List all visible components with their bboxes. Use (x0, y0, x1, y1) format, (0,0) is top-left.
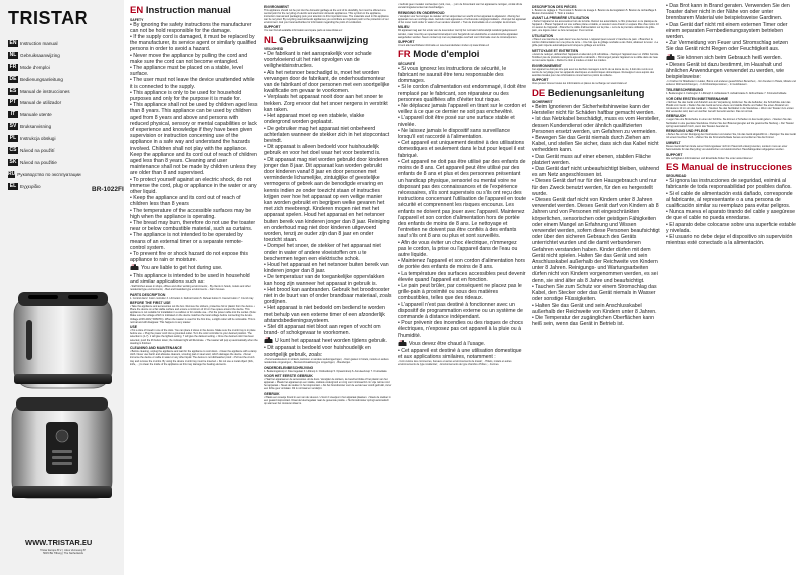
language-item-cs (8, 146, 80, 155)
safety-paragraph: • Het apparaat is niet bedoeld om bediend te worden met behulp van een externe timer of een afzonderlijk afstandsbedieningssysteem. (264, 305, 385, 324)
safety-paragraph: • El aparato debe colocarse sobre una superficie estable y nivelada. (666, 221, 796, 234)
subheading: MILIEU (398, 25, 410, 30)
safety-paragraph: • Bewegen Sie das Gerät niemals durch Ziehen am Kabel, und stellen Sie sicher, dass sich das Kabel nicht verheddern kann. (532, 135, 659, 154)
subheading: ENVIRONNEMENT (532, 63, 562, 68)
language-code: RU (8, 170, 16, 177)
detail-paragraph: - In Küchen für Mitarbeiter in Läden, Büros und anderen gewerblichen Bereichen; - Von Kunden in Hotels, Motels und anderen Wohneinrichtungen; - In Frühstückspensionen; - In Gutshäusern. (666, 80, 796, 87)
model-number: BR-1022FI (92, 186, 124, 193)
safety-paragraph: • Si vous ignorez les instructions de sécurité, le fabricant ne saurait être tenu responsable des dommages. (398, 65, 507, 85)
language-code: PL (9, 135, 17, 142)
language-code: ES (9, 87, 17, 94)
language-code: EN (9, 40, 17, 47)
heading-title: Bedienungsanleitung (545, 87, 645, 99)
language-code: FR (9, 63, 17, 70)
safety-paragraph: • Dit apparaat is bedoeld voor huishoudelijk en soortgelijk gebruik, zoals: (264, 345, 371, 358)
safety-paragraph: • Dieses Gerät darf nicht von Kindern unter 8 Jahren verwendet werden. Dieses Gerät darf von Kindern ab 8 Jahren und von Personen mit eingeschränkten körperlichen, sensorischen oder geistigen Fähigkeiten oder einem Mangel an Erfahrung und Wissen verwendet werden, sofern diese Personen beaufsichtigt oder über den sicheren Gebrauch des Geräts unterrichtet wurden und die damit verbundenen Gefahren verstanden haben. Kinder dürfen mit dem Gerät nicht spielen. Halten Sie das Gerät und sein Anschlusskabel außerhalb der Reichweite von Kindern unter 8 Jahren. Reinigungs- und Wartungsarbeiten dürfen nicht von Kindern vorgenommen werden, es sei denn, sie sind älter als 8 Jahre und beaufsichtigt. (532, 197, 660, 284)
subheading: SUPPORT (666, 152, 683, 157)
safety-paragraph: • Never move the appliance by pulling the cord and make sure the cord can not become entangled. (130, 52, 248, 65)
detail-paragraph: Vous pouvez trouver toutes les informations et pièces de rechange sur www.tristar.eu! (532, 82, 627, 86)
detail-paragraph: - Coin cuisine des commerces, bureaux et autres environnements de travail ; - Hôtels, motels et autres environnements de type résidentiel ; - Environnements de type chambre d'hôtes ; - Fermes. (398, 360, 512, 367)
language-list (8, 39, 80, 193)
safety-paragraph: • The bread may burn, therefore do not use the toaster near or below combustible material, such as curtains. (130, 220, 256, 233)
subheading: CLEANING AND MAINTENANCE (130, 346, 182, 351)
safety-paragraph: • The temperature of the accessible surfaces may be high when the appliance is operating. (130, 207, 252, 220)
hot-surface-warning-icon (398, 340, 407, 347)
safety-paragraph: • De temperatuur van de toegankelijke oppervlakken kan hoog zijn wanneer het apparaat in gebruik is. (264, 274, 385, 287)
language-item-pl (8, 134, 80, 143)
subheading: SÉCURITÉ (398, 61, 416, 66)
safety-paragraph: • Ne laissez jamais le dispositif sans surveillance lorsqu'il est raccordé à l'alimentation. (398, 127, 510, 141)
subheading: UMWELT (666, 140, 681, 145)
hot-surface-warning (130, 264, 258, 271)
warning-text: You are liable to get hot during use. (141, 265, 223, 272)
language-code: PT (9, 99, 17, 106)
language-name: Руководство по эксплуатации (17, 171, 81, 177)
safety-paragraph: • De gebruiker mag het apparaat niet onbeheerd achterlaten wanneer de stekker zich in het stopcontact bevindt. (264, 125, 390, 144)
language-code: DE (532, 87, 546, 99)
warning-text: Vous devez être chaud à l'usage. (409, 340, 486, 347)
detail-paragraph: • Nehmen Sie das Gerät und Zubehör aus der Verpackung. Entfernen Sie die Aufkleber, die Schutzfolie oder das Plastik vom Gerät. • Stellen Sie das Gerät auf eine ebene und stabile Fläche und halten Sie einen Abstand von mindestens 10 cm um das Gerät ein. • Stecken Sie das Netzkabel in die Steckdose. • Wenn der Toaster zum ersten Mal verwendet wird, kann ein leichter Geruch bemerkt werden. Das ist normal. (666, 100, 794, 113)
safety-paragraph: • This appliance shall not be used by children aged less than 8 years. This appliance can be used by children aged from 8 years and above and persons with reduced physical, sensory or mental capabilities or lack of experience and knowledge if they have been given supervision or instruction concerning use of the appliance in a safe way and understand the hazards involved. Children shall not play with the appliance. Keep the appliance and its cord out of reach of children aged less than 8 years. Cleaning and user maintenance shall not be made by children unless they are older than 8 and supervised. (130, 102, 258, 177)
subheading: ENVIRONMENT (264, 4, 290, 9)
hot-surface-warning (398, 340, 526, 347)
safety-paragraph: • Dit apparaat mag niet worden gebruikt door kinderen jonger dan 8 jaar. Dit apparaat kan worden gebruikt door kinderen vanaf 8 jaar en door personen met verminderde lichamelijke, zintuiglijke of geestelijke vermogens of gebrek aan de benodigde ervaring en kennis indien ze onder toezicht staan of instructies krijgen over hoe het apparaat op een veilige manier kan worden gebruikt en begrijpen welke gevaren het met zich meebrengt. Kinderen mogen niet met het apparaat spelen. Houd het apparaat en het netsnoer buiten bereik van kinderen jonger dan 8 jaar. Reiniging en onderhoud mag niet door kinderen uitgevoerd worden, tenzij ze ouder zijn dan 8 jaar en onder toezicht staan. (264, 156, 390, 244)
safety-paragraph: • This appliance is intended to be used in household and similar applications such as: (130, 272, 250, 285)
language-name: Návod na použitie (20, 159, 57, 165)
footer-address: Tristar Europe B.V. | Jules Verneweg 87 5015 BH Tilburg | The Netherlands (40, 549, 86, 556)
language-name: Bruksanvisning (20, 124, 52, 130)
detail-paragraph: This appliance should not be put into the domestic garbage at the end of its durability, but must be offered at a central point for the recycling of electric and electronic domestic appliances. This symbol on the appliance, instruction manual and packaging puts your attention to this important issue. The materials used in this appliance can be recycled. By recycling used domestic appliances you contribute an important push to the protection of our environment. Ask your local authorities for information regarding the point of recollection. (264, 8, 389, 24)
detail-paragraph: • Avant de nettoyer, débranchez l'appareil et attendez qu'il refroidisse. • Nettoyez l'appareil avec un chiffon humide. N'utilisez pas de produits nettoyants agressifs et abrasifs. • N'immergez jamais l'appareil ou le câble dans de l'eau ou tout autre liquide. • Retirez le tiroir à miettes et videz les miettes. (532, 52, 659, 63)
detail-paragraph: • Put a slice of bread in one of the slots. You can place 2 slices in the device. Make sure the crumb tray is in place before use. • Plug the power cord into a grounded outlet. Turn the color controller to your desired position. The selection is (1-7). 1 will give the lightest setting, 7 will give the darkest setting. • Once the desired color has been selected, push the lift button down; the indicator light will illuminate. • The toaster will pop up automatically when the toasting is finished. (130, 329, 258, 345)
safety-paragraph: • Ist das Netzkabel beschädigt, muss es vom Hersteller, dessen Kundendienst oder ähnlich qualifizierten Personen ersetzt werden, um Gefahren zu vermeiden. (532, 116, 660, 135)
subheading: TEILEBESCHREIBUNG (666, 88, 704, 92)
section-heading-en (130, 5, 258, 16)
safety-paragraph: • Si ignora las instrucciones de seguridad, eximirá al fabricante de toda responsabilidad por posibles daños. (666, 178, 792, 191)
safety-paragraph: • Cet appareil est uniquement destiné à des utilisations domestiques et seulement dans le but pour lequel il est fabriqué. (398, 140, 525, 159)
safety-paragraph: • L'appareil n'est pas destiné à fonctionner avec un dispositif de programmation externe ou un système de commande à distance indépendant. (398, 301, 523, 320)
heading-title: Instruction manual (143, 5, 231, 16)
language-name: Gebruiksaanwijzing (20, 52, 60, 58)
safety-paragraph: • Si le cordon d'alimentation est endommagé, il doit être remplacé par le fabricant, son réparateur ou des personnes qualifiées afin d'éviter tout risque. (398, 84, 526, 103)
detail-paragraph: • Plaats een sneetje brood in een van de sleuven. U kunt 2 sneetjes in het apparaat plaatsen. • Steek de stekker in een geaard stopcontact. Draai de kleurregelaar naar de gewenste positie. • Het broodrooster springt automatisch op wanneer het roosteren klaar is. (264, 396, 391, 406)
detail-paragraph: • Before cleaning, unplug the appliance and wait for the appliance to cool down. • Clean the appliance with a damp cloth. Never use harsh and abrasive cleaners, scouring pad or steel wool, which damages the device. • Never immerse the device or cable in water or any other liquid. The device is not dishwasher proof. • Pull out the crumb tray and remove the crumbs. By using the device crumb tray must be inserted. • Do not use a metal object (fork, knife, ...) to clean the inside of the appliance as this may damage the heating elements. (130, 350, 257, 366)
column-4 (532, 3, 660, 327)
safety-paragraph: • Het apparaat moet op een stabiele, vlakke ondergrond worden geplaatst. (264, 113, 365, 126)
subheading: VOOR HET EERSTE GEBRUIK (264, 374, 313, 379)
language-item-ru (8, 170, 80, 179)
language-code: EN (130, 5, 144, 16)
language-item-de (8, 75, 80, 84)
hot-surface-warning-icon (666, 54, 675, 61)
language-item-es (8, 87, 80, 96)
subheading: ONDERDELENBESCHRIJVING (264, 365, 314, 370)
column-1 (130, 3, 258, 366)
detail-paragraph: • Legen Sie eine Brotscheibe in einen der Schlitze. Sie können 2 Scheiben in das Gerät geben. • Stecken Sie das Netzkabel in eine geerdete Steckdose. Drehen Sie den Bräunungsregler auf die gewünschte Stellung. • Der Toaster springt automatisch hoch, wenn das Toasten beendet ist. (666, 118, 794, 128)
language-code: SV (9, 123, 17, 130)
language-code: ES (666, 161, 679, 173)
safety-paragraph: • Le pain peut brûler, par conséquent ne placez pas le grille-pain à proximité ou sous des matières combustibles, telles que des rideaux. (398, 282, 522, 302)
safety-paragraph: • Cet appareil est destiné à une utilisation domestique et aux applications similaires, notamment : (398, 347, 522, 361)
language-code: NL (9, 51, 17, 58)
toaster-image (6, 290, 121, 510)
cover-panel (0, 0, 124, 575)
language-item-pt (8, 98, 80, 107)
safety-paragraph: • Das Brot kann in Brand geraten. Verwenden Sie den Toaster daher nicht in der Nähe von oder unter brennbarem Material wie beispielsweise Gardinen. (666, 3, 790, 22)
safety-paragraph: • Beim Ignorieren der Sicherheitshinweise kann der Hersteller nicht für Schäden haftbar gemacht werden. (532, 104, 655, 117)
safety-paragraph: • Dieses Gerät ist dazu bestimmt, im Haushalt und ähnlichen Anwendungen verwendet zu werden, wie beispielsweise: (666, 61, 784, 81)
detail-paragraph: Alle verfügbaren Informationen und Ersatzteile finden Sie unter www.tristar.eu! (666, 156, 753, 160)
safety-paragraph: • Keep the appliance and its cord out of reach of children less than 8 years (130, 195, 241, 208)
subheading: SUPPORT (532, 78, 549, 83)
detail-paragraph: • Take the appliance and accessories out the box. Remove the stickers, protective foil or plastic from the device. • Place the device on a flat stable surface and ensure a minimum of 10 cm free space around the device. This appliance is not suitable for installation in a cabinet or for outside use. • Put the power cable into the socket. (Note: Make sure the voltage which is indicated on the device matches the local voltage before connecting the device. Voltage 220V-240V, 50/60Hz) • When the toaster is used for the first time, a slight odour will be noticeable. This is normal and will disappear. This happens to any toaster. (130, 305, 257, 324)
language-name: Instrukcja obsługi (20, 136, 56, 142)
detail-paragraph: 1. Bouton de réglage 2. Thermostat 3. Bouton de levage 4. Bouton de décongélation 5. Bouton de réchauffage 6. Bouton d'annulation 7. Tiroir à miettes (532, 8, 657, 15)
detail-paragraph: 1. Control dial 2. Color controller 3. Lift button 4. Defrost button 5. Reheat button 6. Cancel button 7. Crumb tray (130, 296, 254, 300)
language-item-sv (8, 122, 80, 131)
detail-paragraph: - Personeelskeukens in winkels, kantoren en andere werkomgevingen; - Door gasten in hotels, motels en andere residentiële omgevingen; - Bed-and-breakfast-type omgevingen; - Boerderijen. (264, 357, 389, 364)
safety-paragraph: • Nunca mueva el aparato tirando del cable y asegúrese de que el cable no pueda enredarse. (666, 209, 795, 222)
language-item-en (8, 39, 80, 48)
safety-paragraph: • Maintenez l'appareil et son cordon d'alimentation hors de portée des enfants de moins de 8 ans. (398, 258, 525, 271)
language-code: NL (264, 34, 277, 46)
safety-paragraph: • If the supply cord is damaged, it must be replaced by the manufacturer, its service agent or similarly qualified persons in order to avoid a hazard. (130, 33, 257, 53)
safety-paragraph: • El usuario no debe dejar el dispositivo sin supervisión mientras esté conectado a la alimentación. (666, 234, 793, 247)
subheading: BEFORE THE FIRST USE (130, 301, 171, 306)
subheading: SICHERHEIT (532, 100, 553, 104)
safety-paragraph: • Halten Sie das Gerät und sein Anschlusskabel außerhalb der Reichweite von Kindern unter 8 Jahren. (532, 302, 657, 315)
section-heading-fr (398, 49, 526, 60)
subheading: DESCRIPTION DES PIÈCES (532, 4, 577, 9)
detail-paragraph: • Placez une tranche de pain dans l'une des fentes. L'appareil peut recevoir 2 tranches de pain. • Branchez le cordon d'alimentation sur une prise de terre. • Une fois que le grillage souhaité a été choisi, abaissez le levier. • Le grille-pain s'éjecte automatiquement lorsque le grillage est terminé. (532, 38, 659, 48)
safety-paragraph: • Dompel het snoer, de stekker of het apparaat niet onder in water of andere vloeistoffen om u te beschermen tegen een elektrische schok. (264, 243, 381, 262)
subheading: GEBRAUCH (666, 114, 686, 119)
hot-surface-warning-icon (130, 264, 139, 271)
subheading: AVANT LA PREMIÈRE UTILISATION (532, 16, 590, 21)
safety-paragraph: • Dieses Gerät darf nur für den Hausgebrauch und nur für den Zweck benutzt werden, für den es hergestellt wurde. (532, 178, 657, 197)
detail-paragraph: Cet appareil ne doit pas être jeté avec les déchets ménagers à la fin de sa durée de vie, il doit être remis à un centre de recyclage pour les appareils électriques et électroniques domestiques. Renseignez-vous auprès des autorités locales pour des informations concernant les points de collecte. (532, 67, 655, 77)
hot-surface-warning (666, 54, 796, 61)
section-heading-es (666, 162, 796, 173)
detail-paragraph: • Gebruik geen metalen voorwerpen (vork, mes, ...) om de binnenkant van het apparaat te reinigen, omdat dit de verwarmingselementen kan beschadigen. (398, 3, 523, 10)
detail-paragraph: Dieses Gerät darf am Ende seiner Nutzungsdauer nicht im Hausmüll entsorgt werden, sondern muss an einer Sammelstelle für das Recycling von elektrischen und elektronischen Haushaltsgeräten abgegeben werden. (666, 144, 788, 152)
subheading: USE (130, 325, 137, 330)
language-item-el (8, 182, 80, 191)
detail-paragraph: • Haal het apparaat en de accessoires uit de doos. Verwijder de stickers, de beschermfolie of het plastic van het apparaat. • Plaats het apparaat op een vlakke, stabiele ondergrond en zorg voor minimaal 10 cm vrije ruimte rond het apparaat. • Steek de stekker in het stopcontact. • Als het broodrooster voor de eerste keer wordt gebruikt, zal er een lichte geur ontstaan. Dit is normaal en verdwijnt. (264, 378, 392, 391)
language-name: Manuale utente (20, 112, 52, 118)
safety-paragraph: • Cet appareil ne doit pas être utilisé par des enfants de moins de 8 ans. Cet appareil peut être utilisé par des enfants de 8 ans et plus et des personnes présentant un handicap physique, sensoriel ou mental voire ne disposant pas des connaissances et de l'expérience nécessaires, s'ils sont supervisés ou s'ils ont reçu des instructions concernant l'utilisation de l'appareil en toute sécurité et comprennent les risques encourus. Les enfants ne doivent pas jouer avec l'appareil. Maintenez l'appareil et son cordon d'alimentation hors de portée des enfants de moins de 8 ans. Le nettoyage et l'entretien ne doivent pas être confiés à des enfants sauf s'ils ont 8 ans ou plus et sont surveillés. (398, 158, 526, 240)
detail-paragraph: • Ziehen Sie vor der Reinigung den Netzstecker und warten Sie, bis das Gerät abgekühlt ist. • Reinigen Sie das Gerät mit einem feuchten Tuch. • Ziehen Sie die Krümelschublade heraus und entfernen Sie die Krümel. (666, 133, 796, 140)
detail-paragraph: 1. Bedienregler 2. Farbregler 3. Liftknopf 4. Auftautaste 5. Aufwärmtaste 6. Abbruchtaste 7. Krümelschublade (666, 92, 787, 95)
subheading: SUPPORT (264, 25, 281, 30)
language-name: Manual de instrucciones (20, 88, 70, 94)
language-code: DE (9, 75, 17, 82)
language-item-sk (8, 158, 80, 167)
subheading: REINIGING EN ONDERHOUD (398, 10, 445, 15)
safety-paragraph: • Stel dit apparaat niet bloot aan regen of vocht om brand- of schokgevaar te voorkomen. (264, 324, 381, 337)
safety-paragraph: • Als het netsnoer beschadigd is, moet het worden vervangen door de fabrikant, de onderhoudsmonteur van de fabrikant of door personen met een soortgelijke kwalificatie om gevaar te voorkomen. (264, 69, 390, 95)
language-code: CS (9, 146, 17, 153)
safety-paragraph: • Ne déplacez jamais l'appareil en tirant sur le cordon et veillez à ce que ce dernier ne soit pas enchevêtré. (398, 103, 526, 116)
language-name: Instruction manual (20, 41, 58, 47)
hot-surface-warning-icon (264, 337, 273, 344)
toaster-illustration (6, 290, 121, 510)
safety-paragraph: • Das Gerät darf nicht unbeaufsichtigt bleiben, während es am Netz angeschlossen ist. (532, 166, 659, 179)
safety-paragraph: • La température des surfaces accessibles peut devenir élevée quand l'appareil est en fonction. (398, 270, 526, 283)
section-heading-nl (264, 35, 392, 46)
language-item-fr (8, 63, 80, 72)
language-code: FR (398, 49, 411, 61)
safety-paragraph: • Afin de vous éviter un choc électrique, n'immergez pas le cordon, la prise ou l'appareil dans de l'eau ou autre liquide. (398, 239, 518, 258)
detail-paragraph: Dit apparaat mag aan het einde van de levensduur niet bij het normale huishoudelijk restafval gedeponeerd worden, maar moet bij een speciaal inzamelpunt voor hergebruik van elektrische en elektronische apparaten aangeboden worden. Neem contact op met uw plaatselijke overheid voor informatie over de inzamelpunten. (398, 29, 518, 39)
safety-paragraph: • Das Gerät darf nicht mit einem externen Timer oder einem separaten Fernbedienungssystem betrieben werden. (666, 21, 788, 41)
detail-paragraph: - Staff kitchen areas in shops, offices and other working environments; - By clients in hotels, motels and other residential type environments; - Bed and breakfast type environments. - Farm houses. (130, 284, 251, 291)
subheading: SUPPORT (398, 40, 415, 45)
safety-paragraph: • The appliance must be placed on a stable, level surface. (130, 64, 243, 78)
safety-paragraph: • To protect yourself against an electric shock, do not immerse the cord, plug or appliance in the water or any other liquid. (130, 176, 257, 195)
warning-text: Sie können sich beim Gebrauch heiß werden. (677, 54, 782, 61)
subheading: REINIGUNG UND PFLEGE (666, 129, 709, 134)
detail-paragraph: • Verwijder voor het reinigen de stekker uit het stopcontact en wacht tot het apparaat is afgekoeld. • Reinig het apparaat met een vochtige doek. Gebruik nooit agressieve of schurende reinigingsmiddelen. • Dompel het apparaat of het snoer nooit onder in water of een andere vloeistof. • Trek de kruimellade uit en verwijder de kruimels. (398, 14, 526, 24)
hot-surface-warning (264, 337, 392, 344)
subheading: SAFETY (130, 17, 144, 22)
heading-title: Manual de instrucciones (678, 161, 793, 173)
language-name: Bedienungsanleitung (20, 76, 63, 82)
safety-paragraph: • Het brood kan aanbranden. Gebruik het broodrooster niet in de buurt van of onder brandbaar materiaal, zoals gordijnen. (264, 286, 392, 306)
safety-paragraph: • Die Temperatur der zugänglichen Oberflächen kann heiß sein, wenn das Gerät in Betrieb ist. (532, 314, 654, 328)
detail-paragraph: You can find all available information and spare parts at www.tristar.eu! (264, 29, 343, 33)
safety-paragraph: • Zur Vermeidung von Feuer und Stromschlag setzen Sie das Gerät nicht Regen oder Feuchtigkeit aus. (666, 40, 789, 53)
safety-paragraph: • To prevent fire or shock hazard do not expose this appliance to rain or moisture. (130, 251, 248, 264)
safety-paragraph: • Dit apparaat is alleen bedoeld voor huishoudelijk gebruik en voor het doel waar het voor bestemd is. (264, 144, 381, 157)
safety-paragraph: • Verplaats het apparaat nooit door aan het snoer te trekken. Zorg ervoor dat het snoer nergens in verstrikt kan raken. (264, 94, 388, 113)
safety-paragraph: • The appliance is not intended to be operated by means of an external timer or a separate remote-control system. (130, 232, 243, 251)
safety-paragraph: • The user must not leave the device unattended while it is connected to the supply. (130, 77, 255, 90)
language-code: EL (9, 182, 17, 189)
subheading: SEGURIDAD (666, 174, 687, 179)
heading-title: Gebruiksaanwijzing (276, 34, 369, 46)
language-name: Manual de utilizador (20, 100, 62, 106)
detail-paragraph: 1. Bedieningsknop 2. Kleurregelaar 3. Liftknop 4. Ontdooiknop 5. Opwarmknop 6. Annuleerknop 7. Kruimellade (264, 369, 387, 373)
language-code: SK (9, 158, 17, 165)
heading-title: Mode d'emploi (410, 49, 480, 61)
subheading: GEBRUIK (264, 392, 280, 397)
language-name: Εγχειρίδιο (20, 183, 41, 189)
subheading: NETTOYAGE ET ENTRETIEN (532, 48, 579, 53)
safety-paragraph: • Das Gerät muss auf einer ebenen, stabilen Fläche platziert werden. (532, 153, 651, 166)
language-name: Mode d'emploi (20, 64, 50, 70)
subheading: VOR DEM ERSTEN INBETRIEBNAHME (666, 96, 729, 101)
subheading: UTILISATION (532, 34, 554, 39)
language-item-it (8, 110, 80, 119)
safety-paragraph: • De fabrikant is niet aansprakelijk voor schade voortvloeiend uit het niet opvolgen van de veiligheidsinstructies. (264, 51, 372, 70)
brand-logo: TRISTAR (8, 8, 89, 28)
safety-paragraph: • This appliance is only to be used for household purposes and only for the purpose it is made for. (130, 89, 242, 102)
subheading: VEILIGHEID (264, 47, 284, 52)
detail-paragraph: U kunt alle beschikbare informatie en reserveonderdelen vinden op www.tristar.eu! (398, 44, 490, 48)
safety-paragraph: • Pour prévenir des incendies ou des risques de chocs électriques, n'exposez pas cet appareil à la pluie ou à l'humidité. (398, 320, 523, 339)
safety-paragraph: • Houd het apparaat en het netsnoer buiten bereik van kinderen jonger dan 8 jaar. (264, 261, 389, 275)
column-2 (264, 3, 392, 405)
section-heading-de (532, 88, 660, 99)
column-3 (398, 3, 526, 366)
language-code: IT (8, 111, 18, 118)
safety-paragraph: • By ignoring the safety instructions the manufacturer can not be hold responsible for the damage. (130, 21, 252, 34)
subheading: PARTS DESCRIPTION (130, 292, 166, 297)
safety-paragraph: • L'appareil doit être posé sur une surface stable et nivelée. (398, 115, 515, 128)
safety-paragraph: • Tauchen Sie zum Schutz vor einem Stromschlag das Kabel, den Stecker oder das Gerät niemals in Wasser oder sonstige Flüssigkeiten. (532, 283, 657, 303)
warning-text: U kunt het apparaat heet worden tijdens gebruik. (275, 338, 387, 345)
column-5 (666, 3, 796, 246)
language-name: Návod na použití (20, 147, 55, 153)
detail-paragraph: • Sortez l'appareil et les accessoires hors de la boîte. Retirez les autocollants, le film protecteur ou le plastique de l'appareil. • Placez l'appareil sur une surface plane et stable, et assurez-vous d'avoir un espace libre d'au moins 10 cm autour de l'appareil. • Branchez le câble d'alimentation sur la prise. • Lors de la première utilisation du grille-pain, une légère odeur se fera remarquer. C'est normal. (532, 20, 659, 33)
safety-paragraph: • Si el cable de alimentación está dañado, corresponde al fabricante, al representante o a una persona de cualificación similar su reemplazo para evitar peligros. (666, 190, 793, 210)
language-item-nl (8, 51, 80, 60)
footer-website: WWW.TRISTAR.EU (25, 538, 93, 547)
